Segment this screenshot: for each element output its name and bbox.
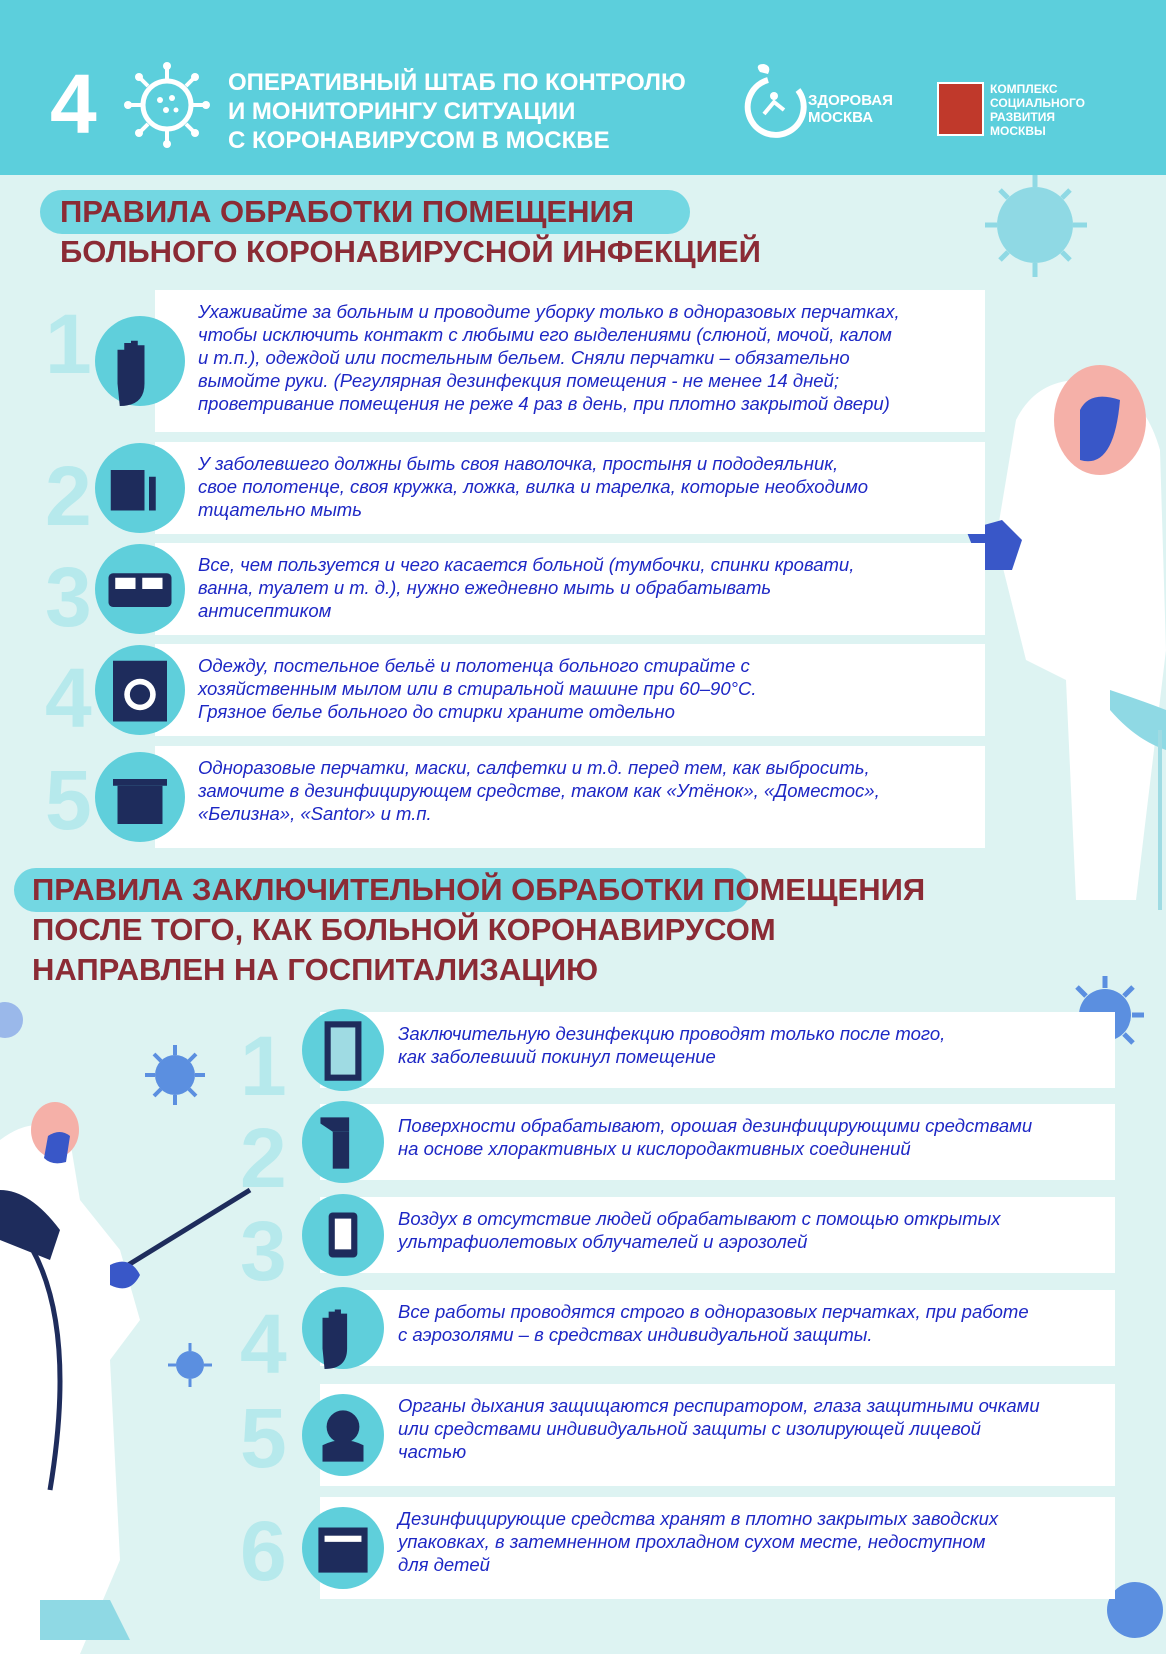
rule-text-line: или средствами индивидуальной защиты с изолирующей лицевой — [398, 1418, 981, 1439]
rule-text-line: Заключительную дезинфекцию проводят только после того, — [398, 1023, 946, 1044]
rule-number: 3 — [240, 1204, 287, 1298]
rule-text-line: Все, чем пользуется и чего касается больной (тумбочки, спинки кровати, — [198, 554, 855, 575]
rule-number: 3 — [45, 550, 92, 644]
rule-text-line: замочите в дезинфицирующем средстве, таком как «Утёнок», «Доместос», — [198, 780, 880, 801]
rule-text — [198, 654, 988, 723]
rule-text-line: на основе хлорактивных и кислородактивных соединений — [398, 1138, 911, 1159]
bed-icon — [95, 544, 185, 634]
rule-text-line: тщательно мыть — [198, 499, 362, 520]
rule-number: 1 — [45, 297, 92, 391]
rule-text-line: Грязное белье больного до стирки храните отдельно — [198, 701, 675, 722]
disinfector-illustration-icon — [960, 350, 1166, 910]
rule-text — [398, 1114, 1118, 1160]
section1-title: ПРАВИЛА ОБРАБОТКИ ПОМЕЩЕНИЯ БОЛЬНОГО КОРОНАВИРУСНОЙ ИНФЕКЦИЕЙ — [60, 194, 761, 269]
rule-text — [398, 1207, 1118, 1253]
rule-text-line: упаковках, в затемненном прохладном сухом месте, недоступном — [398, 1531, 986, 1552]
rule-number: 4 — [240, 1297, 287, 1391]
section2-title: ПРАВИЛА ЗАКЛЮЧИТЕЛЬНОЙ ОБРАБОТКИ ПОМЕЩЕНИЯ ПОСЛЕ ТОГО, КАК БОЛЬНОЙ КОРОНАВИРУСОМ НАПРАВЛЕН НА ГОСПИТАЛИЗАЦИЮ — [32, 872, 926, 987]
kompleks-logo-text: КОМПЛЕКС СОЦИАЛЬНОГО РАЗВИТИЯ МОСКВЫ — [990, 82, 1085, 138]
rule-text-line: как заболевший покинул помещение — [398, 1046, 716, 1067]
storage-box-icon — [302, 1507, 384, 1589]
rule-number: 5 — [45, 753, 92, 847]
rule-text-line: вымойте руки. (Регулярная дезинфекция помещения - не менее 14 дней; — [198, 370, 839, 391]
moscow-emblem-icon — [937, 82, 984, 136]
rule-text-line: и т.п.), одеждой или постельным бельем. Сняли перчатки – обязательно — [198, 347, 850, 368]
sprayer-icon — [302, 1101, 384, 1183]
virus-icon — [124, 62, 210, 148]
rule-text — [198, 300, 988, 415]
rule-number: 2 — [240, 1111, 287, 1205]
rule-text-line: проветривание помещения не реже 4 раз в день, при плотно закрытой двери) — [198, 393, 890, 414]
rule-text-line: частью — [398, 1441, 467, 1462]
disposal-icon — [95, 752, 185, 842]
rule-text-line: хозяйственным мылом или в стиральной машине при 60–90°С. — [198, 678, 757, 699]
rule-number: 2 — [45, 449, 92, 543]
rule-number: 6 — [240, 1504, 287, 1598]
rule-text-line: для детей — [398, 1554, 490, 1575]
rule-text — [198, 756, 988, 825]
rule-text — [398, 1022, 1118, 1068]
header-banner — [0, 0, 1166, 175]
background-virus-decoration — [960, 165, 1110, 295]
rule-text-line: с аэрозолями – в средствах индивидуальной защиты. — [398, 1324, 873, 1345]
rule-text-line: Воздух в отсутствие людей обрабатывают с помощью открытых — [398, 1208, 1001, 1229]
rule-text-line: ванна, туалет и т. д.), нужно ежедневно мыть и обрабатывать — [198, 577, 772, 598]
gloves-icon — [302, 1287, 384, 1369]
header-title: ОПЕРАТИВНЫЙ ШТАБ ПО КОНТРОЛЮ И МОНИТОРИНГУ СИТУАЦИИ С КОРОНАВИРУСОМ В МОСКВЕ — [228, 69, 686, 154]
dishes-icon — [95, 443, 185, 533]
rule-text-line: Все работы проводятся строго в одноразовых перчатках, при работе — [398, 1301, 1029, 1322]
door-icon — [302, 1009, 384, 1091]
rule-number: 5 — [240, 1391, 287, 1485]
rule-text-line: Дезинфицирующие средства хранят в плотно закрытых заводских — [398, 1508, 999, 1529]
header-number: 4 — [50, 57, 97, 151]
rule-text-line: ультрафиолетовых облучателей и аэрозолей — [398, 1231, 808, 1252]
zdorovaya-moskva-logo-text: ЗДОРОВАЯ МОСКВА — [808, 92, 893, 126]
rule-text-line: Ухаживайте за больным и проводите уборку только в одноразовых перчатках, — [198, 301, 900, 322]
rule-text-line: Поверхности обрабатывают, орошая дезинфицирующими средствами — [398, 1115, 1033, 1136]
rule-text-line: свое полотенце, своя кружка, ложка, вилка и тарелка, которые необходимо — [198, 476, 869, 497]
rule-text — [398, 1507, 1118, 1576]
rule-text-line: У заболевшего должны быть своя наволочка, простыня и пододеяльник, — [198, 453, 839, 474]
rule-number: 4 — [45, 651, 92, 745]
rule-text-line: Органы дыхания защищаются респиратором, глаза защитными очками — [398, 1395, 1040, 1416]
rule-number: 1 — [240, 1019, 287, 1113]
rule-text-line: антисептиком — [198, 600, 332, 621]
rule-text-line: чтобы исключить контакт с любыми его выделениями (слюной, мочой, калом — [198, 324, 892, 345]
rule-text-line: Одноразовые перчатки, маски, салфетки и т.д. перед тем, как выбросить, — [198, 757, 870, 778]
rule-text — [398, 1394, 1118, 1463]
washing-machine-icon — [95, 645, 185, 735]
rule-text — [198, 452, 988, 521]
uv-lamp-icon — [302, 1194, 384, 1276]
rule-text — [198, 553, 988, 622]
background-virus-decoration — [0, 990, 30, 1050]
rule-text-line: Одежду, постельное бельё и полотенца больного стирайте с — [198, 655, 750, 676]
sprayer-person-illustration-icon — [0, 1080, 270, 1654]
respirator-icon — [302, 1394, 384, 1476]
rule-text-line: «Белизна», «Santor» и т.п. — [198, 803, 432, 824]
rule-text — [398, 1300, 1118, 1346]
gloves-icon — [95, 316, 185, 406]
